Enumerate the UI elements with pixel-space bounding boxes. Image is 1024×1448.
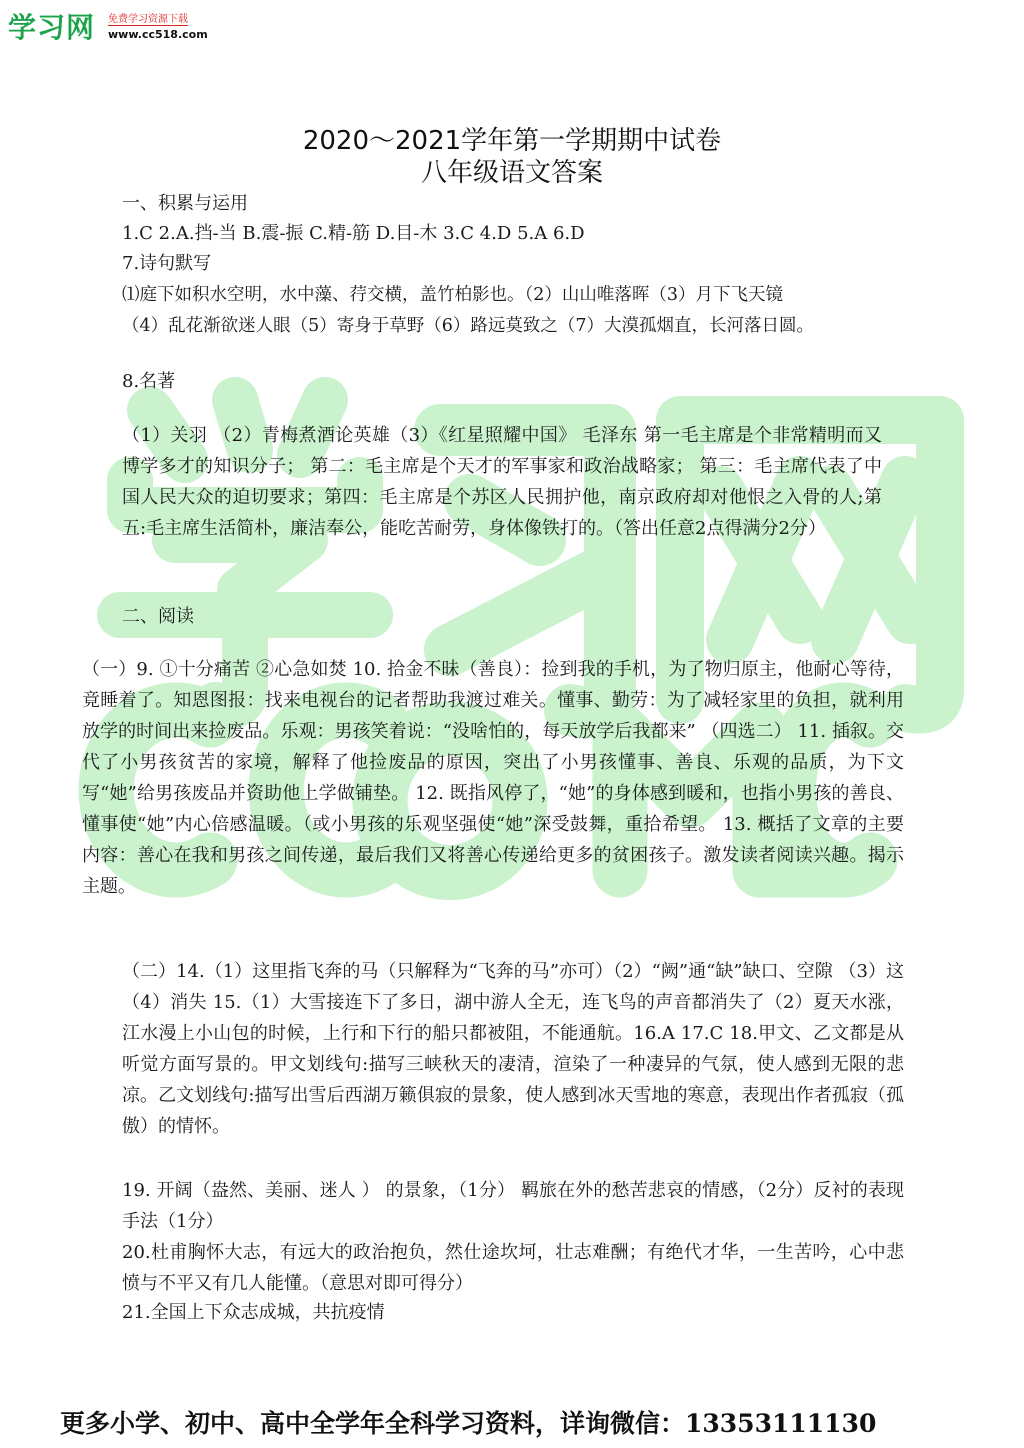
page-subtitle: 八年级语文答案 [420,158,603,188]
answers-q1-6: 1.C 2.A.挡-当 B.震-振 C.精-筋 D.目-木 3.C 4.D 5.A 6.D [122,223,585,244]
q7-line1: ⑴庭下如积水空明，水中藻、荇交横，盖竹柏影也。（2）山山唯落晖（3）月下飞天镜 [122,285,784,305]
answer-q20: 20.杜甫胸怀大志，有远大的政治抱负，然仕途坎坷，壮志难酬；有绝代才华，一生苦吟，心中悲愤与不平又有几人能懂。（意思对即可得分） [122,1242,904,1294]
q8-heading: 8.名著 [122,371,176,392]
section1-heading: 一、积累与运用 [122,193,248,214]
logo-slogan: 免费学习资源下载 [108,10,188,26]
answer-q21: 21.全国上下众志成城，共抗疫情 [122,1302,385,1323]
site-logo[interactable] [8,6,238,46]
reading-part1-answers: （一）9. ①十分痛苦 ②心急如焚 10. 拾金不昧（善良）：捡到我的手机，为了物归原主，他耐心等待，竟睡着了。知恩图报：找来电视台的记者帮助我渡过难关。懂事、勤劳：为了减轻家里的负担，就利用放学的时间出来捡废品。乐观：男孩笑着说：“没啥怕的，每天放学后我都来” （四选二） 11. 插叙。交代了小男孩贫苦的家境，解释了他捡废品的原因，突出了小男孩懂事、善良、乐观的品质，为下文写“她”给男孩废品并资助他上学做铺垫。 12. 既指风停了，“她”的身体感到暖和，也指小男孩的善良、懂事使“她”内心倍感温暖。（或小男孩的乐观坚强使“她”深受鼓舞，重拾希望。 13. 概括了文章的主要内容：善心在我和男孩之间传递，最后我们又将善心传递给更多的贫困孩子。激发读者阅读兴趣。揭示主题。 [82,659,904,897]
section2-heading: 二、阅读 [122,606,194,627]
q7-heading: 7.诗句默写 [122,253,212,274]
logo-url[interactable]: www.cc518.com [108,28,208,41]
q8-answer: （1）关羽 （2）青梅煮酒论英雄（3）《红星照耀中国》 毛泽东 第一毛主席是个非常精明而又博学多才的知识分子； 第二：毛主席是个天才的军事家和政治战略家； 第三：毛主席代表了中国人民大众的迫切要求；第四：毛主席是个苏区人民拥护他，南京政府却对他恨之入骨的人;第五:毛主席生活简朴，廉洁奉公，能吃苦耐劳，身体像铁打的。（答出任意2点得满分2分） [122,425,882,539]
page-title: 2020～2021学年第一学期期中试卷 [302,126,722,156]
q7-line2: （4）乱花渐欲迷人眼（5）寄身于草野（6）路远莫致之（7）大漠孤烟直，长河落日圆。 [122,316,815,336]
reading-part2-answers: （二）14.（1）这里指飞奔的马（只解释为“飞奔的马”亦可）（2）“阙”通“缺”缺口、空隙 （3）这（4）消失 15.（1）大雪接连下了多日，湖中游人全无，连飞鸟的声音都消失了（2）夏天水涨，江水漫上小山包的时候，上行和下行的船只都被阻，不能通航。16.A 17.C 18.甲文、乙文都是从听觉方面写景的。甲文划线句:描写三峡秋天的凄清，渲染了一种凄异的气氛，使人感到无限的悲凉。乙文划线句:描写出雪后西湖万籁俱寂的景象，使人感到冰天雪地的寒意，表现出作者孤寂（孤傲）的情怀。 [122,961,904,1137]
logo-brand: 学习网 [8,11,96,44]
answer-q19: 19. 开阔（盎然、美丽、迷人 ） 的景象，（1分） 羁旅在外的愁苦悲哀的情感，（2分）反衬的表现手法（1分） [122,1180,904,1232]
footer-promo: 更多小学、初中、高中全学年全科学习资料，详询微信：13353111130 [60,1409,877,1438]
